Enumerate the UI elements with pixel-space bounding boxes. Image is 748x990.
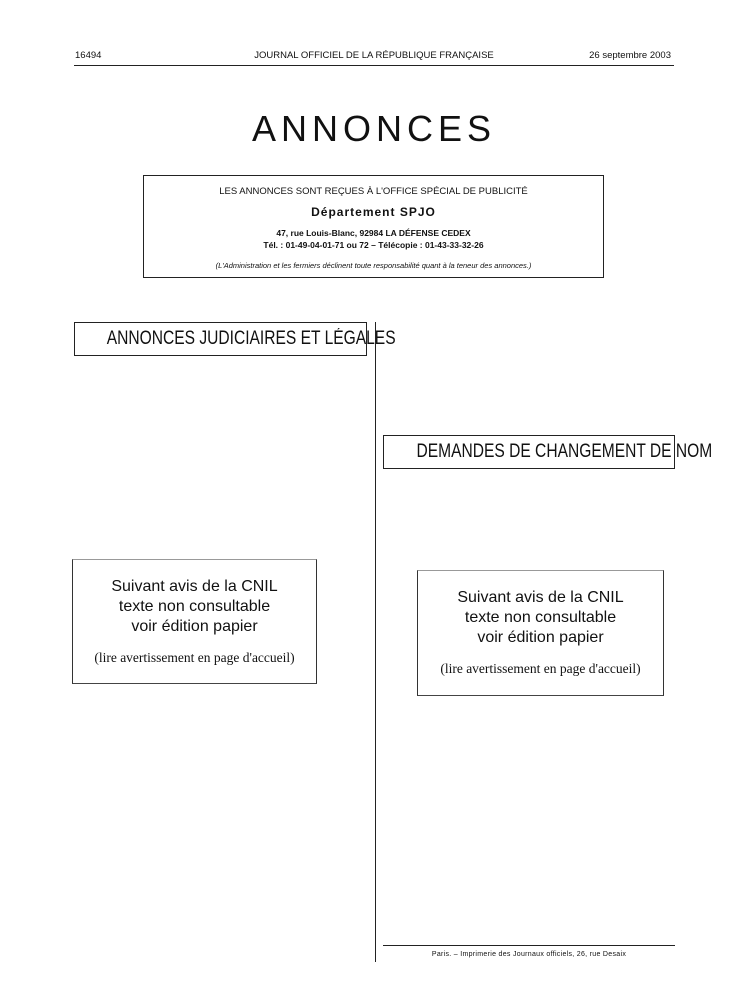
address-line: 47, rue Louis-Blanc, 92984 LA DÉFENSE CEDEX — [276, 228, 471, 238]
cnil-notice-left — [72, 559, 317, 684]
department-name: Département SPJO — [311, 205, 436, 219]
page-number: 16494 — [75, 50, 102, 61]
section-title: ANNONCES JUDICIAIRES ET LÉGALES — [106, 328, 396, 349]
journal-title: JOURNAL OFFICIEL DE LA RÉPUBLIQUE FRANÇAISE — [254, 50, 494, 61]
printer-imprint: Paris. – Imprimerie des Journaux officiels, 26, rue Desaix — [431, 951, 627, 958]
section-header-changement-nom — [383, 435, 713, 469]
notice-warning: (lire avertissement en page d'accueil) — [94, 650, 295, 665]
notice-line: texte non consultable — [118, 598, 271, 615]
notice-line: voir édition papier — [477, 629, 604, 646]
disclaimer-text: (L'Administration et les fermiers déclinent toute responsabilité quant à la teneur des annonces.) — [215, 261, 532, 270]
notice-warning: (lire avertissement en page d'accueil) — [440, 661, 641, 676]
section-title: DEMANDES DE CHANGEMENT DE NOM — [416, 441, 713, 462]
notice-line: texte non consultable — [464, 609, 617, 626]
info-box — [143, 175, 604, 278]
notice-line: Suivant avis de la CNIL — [111, 578, 278, 595]
notice-line: Suivant avis de la CNIL — [457, 589, 624, 606]
phone-line: Tél. : 01-49-04-01-71 ou 72 – Télécopie : 01-43-33-32-26 — [263, 240, 484, 250]
footer-rule — [383, 945, 675, 946]
cnil-notice-right — [417, 570, 664, 696]
info-line: LES ANNONCES SONT REÇUES À L'OFFICE SPÉCIAL DE PUBLICITÉ — [219, 186, 528, 197]
section-header-judiciaires — [74, 322, 396, 356]
page-title: ANNONCES — [251, 108, 497, 149]
notice-line: voir édition papier — [131, 618, 258, 635]
column-divider — [375, 322, 376, 962]
header-rule — [74, 65, 674, 66]
header-date: 26 septembre 2003 — [589, 50, 671, 61]
